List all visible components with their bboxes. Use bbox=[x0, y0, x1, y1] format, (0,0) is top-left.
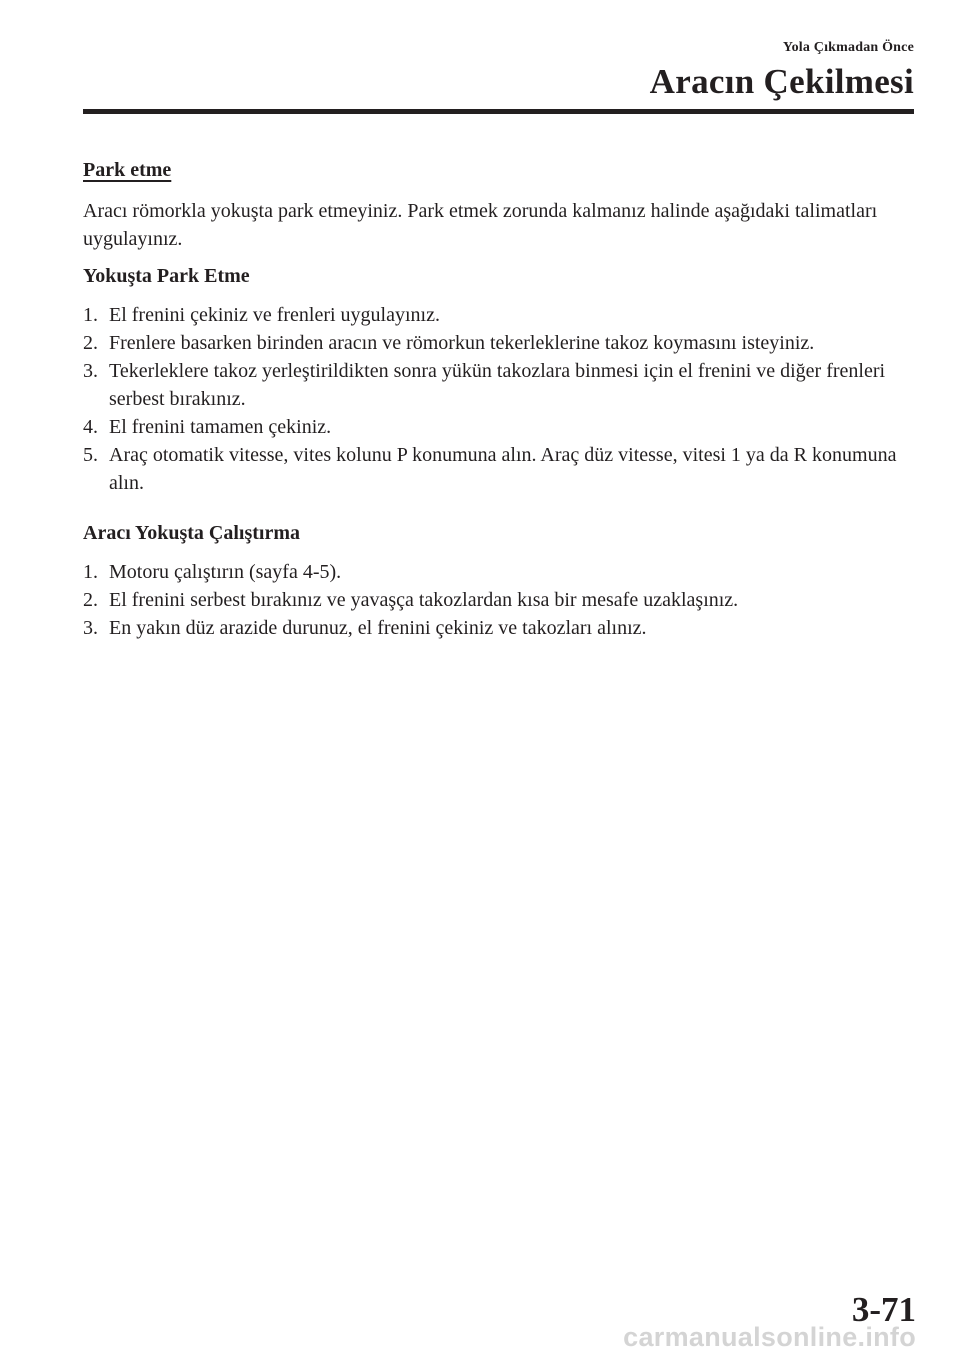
list-item bbox=[83, 301, 919, 329]
step-text: El frenini çekiniz ve frenleri uygulayınız. bbox=[109, 304, 440, 326]
step-text: El frenini tamamen çekiniz. bbox=[109, 416, 332, 438]
page-title: Aracın Çekilmesi bbox=[649, 62, 914, 101]
list-item bbox=[83, 329, 919, 357]
step-text: El frenini serbest bırakınız ve yavaşça takozlardan kısa bir mesafe uzaklaşınız. bbox=[109, 589, 739, 611]
step-number: 3. bbox=[83, 360, 98, 382]
step-number: 2. bbox=[83, 589, 98, 611]
starting-steps-list bbox=[83, 558, 919, 642]
list-item bbox=[83, 614, 919, 642]
step-number: 1. bbox=[83, 561, 98, 583]
header-divider bbox=[83, 109, 914, 114]
intro-paragraph: Aracı römorkla yokuşta park etmeyiniz. Park etmek zorunda kalmanız halinde aşağıdaki talimatları uygulayınız. bbox=[83, 200, 878, 250]
step-number: 4. bbox=[83, 416, 98, 438]
watermark: carmanualsonline.info bbox=[623, 1322, 916, 1352]
step-number: 2. bbox=[83, 332, 98, 354]
step-text: Motoru çalıştırın (sayfa 4-5). bbox=[109, 561, 342, 583]
step-number: 3. bbox=[83, 617, 98, 639]
step-text: Araç otomatik vitesse, vites kolunu P konumuna alın. Araç düz vitesse, vitesi 1 ya da R konumuna alın. bbox=[109, 444, 897, 494]
parking-steps-list bbox=[83, 301, 919, 497]
page-number: 3-71 bbox=[851, 1290, 916, 1329]
step-text: Frenlere basarken birinden aracın ve römorkun tekerleklerine takoz koymasını isteyiniz. bbox=[109, 332, 815, 354]
list-item bbox=[83, 413, 919, 441]
step-number: 1. bbox=[83, 304, 98, 326]
list-item bbox=[83, 441, 919, 497]
header-kicker: Yola Çıkmadan Önce bbox=[782, 40, 914, 55]
starting-heading: Aracı Yokuşta Çalıştırma bbox=[83, 522, 301, 544]
section-title: Park etme bbox=[83, 159, 172, 181]
main-content bbox=[83, 156, 919, 642]
list-item bbox=[83, 586, 919, 614]
step-text: En yakın düz arazide durunuz, el frenini çekiniz ve takozları alınız. bbox=[109, 617, 647, 639]
parking-heading: Yokuşta Park Etme bbox=[83, 265, 250, 287]
step-text: Tekerleklere takoz yerleştirildikten sonra yükün takozlara binmesi için el frenini ve diğer frenleri serbest bırakınız. bbox=[109, 360, 886, 410]
list-item bbox=[83, 558, 919, 586]
step-number: 5. bbox=[83, 444, 98, 466]
list-item bbox=[83, 357, 919, 413]
